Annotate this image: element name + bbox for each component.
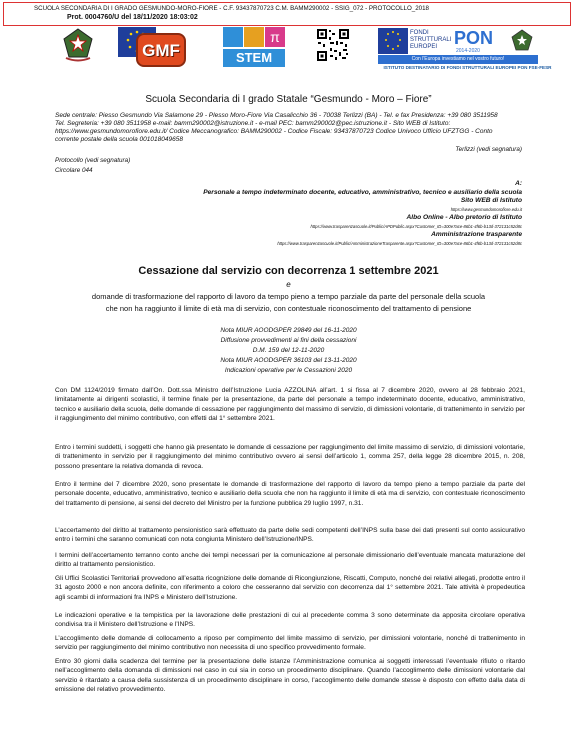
pon-logo — [378, 28, 558, 64]
recipients-label: A: — [515, 180, 522, 187]
title-connector: e — [286, 280, 291, 289]
pi-icon: π — [265, 27, 285, 47]
body-paragraph: Le indicazioni operative e la tempistica per la lavorazione delle prestazioni di cui al precedente comma 3 sono determinate da apposita circolare operativa condivisa tra il Ministero dell’Istruzione e l’INPS. — [55, 612, 525, 629]
protocol-stamp — [3, 2, 571, 26]
pon-label-line: STRUTTURALI — [410, 37, 452, 43]
recipient-website: Sito WEB di Istituto — [460, 197, 522, 204]
ministry-emblem-icon — [510, 28, 534, 52]
body-paragraph: I termini dell’accertamento terranno conto anche dei tempi necessari per la comunicazione al personale dimissionario dell’eventuale mancata maturazione del diritto al trattamento pensionistico. — [55, 552, 525, 569]
logos-row — [0, 25, 577, 73]
stem-logo-text: STEM — [223, 49, 285, 67]
stem-tile-icon — [244, 27, 264, 47]
body-paragraph: Entro i termini suddetti, i soggetti che hanno già presentato le domande di cessazione per raggiungimento del limite massimo di servizio, di dimissioni volontarie, di trattenimento in servizio per il raggiungimento del minimo contributivo ovvero ai sensi dell’articolo 1, comma 257, della legge 28 dicembre 2015, n. 208, possono presentare la relativa domanda di revoca. — [55, 444, 525, 470]
reference-note: Nota MIUR AOODGPER 29849 del 16-11-2020 — [220, 327, 357, 334]
document-subtitle: domande di trasformazione del rapporto di lavoro da tempo pieno a tempo parziale da parte del personale della scuola — [91, 292, 486, 301]
pon-banner: Con l'Europa investiamo nel vostro futuro! — [378, 55, 538, 64]
pon-caption: ISTITUTO DESTINATARIO DI FONDI STRUTTURALI EUROPEI PON FSE-FESR — [383, 65, 552, 70]
body-paragraph: Entro il termine del 7 dicembre 2020, sono presentate le domande di trasformazione del rapporto di lavoro da tempo pieno a tempo parziale da parte del personale docente, educativo, amministrativo, tecnico e ausiliario della scuola che non ha raggiunto il limite di età ma di servizio, con contestuale riconoscimento del trattamento di pensione, ai sensi del decreto del Ministro per la funzione pubblica 29 luglio 1997, n.31. — [55, 481, 525, 507]
school-info-line: https://www.gesmundomorofiore.edu.it/ Codice Meccanografico: BAMM290002 - Codice Fiscale: 93437870723 Codice Univoco Ufficio UFZTGG - Conto — [55, 128, 493, 135]
website-url[interactable]: https://www.gesmundomorofiore.edu.it — [450, 207, 522, 212]
document-subtitle: che non ha raggiunto il limite di età ma di servizio, con contestuale riconoscimento del trattamento di pensione — [105, 304, 472, 313]
body-paragraph: L’accertamento del diritto al trattamento pensionistico sarà effettuato da parte delle sedi competenti dell’INPS sulla base dei dati presenti sul conto assicurativo entro i termini che saranno comunicati con nota congiunta Ministero dell’Istruzione/INPS. — [55, 527, 525, 544]
protocol-ref: Protocollo (vedi segnatura) — [55, 157, 131, 164]
pon-label-line: EUROPEI — [410, 44, 438, 50]
recipient-albo: Albo Online - Albo pretorio di Istituto — [406, 214, 522, 221]
eu-flag-icon — [378, 28, 408, 54]
pon-fund-label — [410, 30, 452, 51]
gmf-logo-text: GMF — [142, 41, 180, 60]
reference-note: D.M. 159 del 12-11-2020 — [252, 347, 325, 354]
protocol-number: Prot. 0004760/U del 18/11/2020 18:03:02 — [67, 14, 198, 21]
reference-note: Diffusione provvedimenti ai fini della cessazioni — [220, 337, 357, 344]
gmf-logo — [136, 33, 186, 67]
pon-logo-text: PON — [454, 28, 494, 48]
reference-note: Nota MIUR AOODGPER 36103 del 13-11-2020 — [220, 357, 357, 364]
document-title: Cessazione dal servizio con decorrenza 1 settembre 2021 — [138, 265, 439, 277]
school-info-line: corrente postale della scuola 001018049658 — [55, 136, 183, 143]
body-paragraph: Entro 30 giorni dalla scadenza del termine per la presentazione delle istanze l’Amministrazione comunica ai soggetti interessati l’eventuale rifiuto o ritardo nell’accoglimento della domanda di dimissioni nel caso in cui sia in corso un procedimento disciplinare. Quando l’accoglimento delle dimissioni volontarie dal servizio è ritardato a causa della sussistenza di un procedimento disciplinare in corso, l’accoglimento delle domande stesse è disposto con effetto dalla data di emissione del relativo provvedimento. — [55, 658, 525, 694]
body-paragraph: Con DM 1124/2019 firmato dall’On. Dott.ssa Ministro dell’Istruzione Lucia AZZOLINA all’art. 1 si fissa al 7 dicembre 2020, ovvero al 28 febbraio 2021, limitatamente ai dirigenti scolastici, il termine finale per la presentazione, da parte del personale a tempo indeterminato docente, educativo, amministrativo, tecnico e ausiliario della scuola, delle domande di cessazione per raggiungimento del massimo di servizio, di dimissioni volontarie, di trattenimento in servizio per il raggiungimento del minimo contributivo, con effetti dal 1° settembre 2021. — [55, 387, 525, 423]
protocol-line: SCUOLA SECONDARIA DI I GRADO GESMUNDO-MORO-FIORE - C.F. 93437870723 C.M. BAMM290002 - SSIG_072 - PROTOCOLLO_2018 — [34, 5, 429, 12]
body-paragraph: L’accoglimento delle domande di collocamento a riposo per compimento del limite massimo di servizio, per dimissioni volontarie, nonché di trattenimento in servizio per raggiungimento del minimo contributivo non necessita di uno specifico provvedimento formale. — [55, 635, 525, 652]
pon-label-line: FONDI — [410, 30, 429, 36]
recipient-trasparenza: Amministrazione trasparente — [431, 231, 522, 238]
pon-years: 2014-2020 — [456, 48, 480, 54]
body-paragraph: Gli Uffici Scolastici Territoriali provvedono all’esatta ricognizione delle domande di Ricongiunzione, Riscatti, Computo, nonché dei relativi allegati, prodotte entro il 31 agosto 2000 e non ancora definite, con riferimento a coloro che cesseranno dal servizio con decorrenza dal 1° settembre 2021. Tale attività è propedeutica agli scambi di informazioni fra INPS e Ministero dell’Istruzione. — [55, 575, 525, 601]
reference-note: Indicazioni operative per le Cessazioni 2020 — [224, 367, 353, 374]
italian-republic-emblem-icon — [62, 27, 94, 63]
school-name: Scuola Secondaria di I grado Statale “Gesmundo - Moro – Fiore” — [145, 94, 432, 105]
recipient-staff: Personale a tempo indeterminato docente, educativo, amministrativo, tecnico e ausiliario della scuola — [203, 189, 522, 196]
albo-url[interactable]: https://www.trasparenzascuole.it/Public/APDPublic.aspx?Customer_ID=300e7ace-86b1-4f6b-b13d-372131c52d8c — [310, 224, 522, 229]
stem-tile-icon — [223, 27, 243, 47]
school-info-line: Sede centrale: Piesso Gesmundo Via Salamone 29 - Plesso Moro-Fiore Via Casalicchio 36 - 70038 Terlizzi (BA) - Tel. e fax Presidenza: +39 080 3511958 — [55, 112, 498, 119]
stem-logo — [223, 27, 285, 67]
place-date: Terlizzi (vedi segnatura) — [455, 146, 522, 153]
school-info-line: Tel. Segreteria: +39 080 3511958 e-mail: bamm290002@istruzione.it - e-mail PEC: bamm290002@pec.istruzione.it - Sito WEB di Istituto: — [55, 120, 451, 127]
circular-number: Circolare 044 — [55, 167, 93, 174]
trasparenza-url[interactable]: https://www.trasparenzascuole.it/Public/AmministrazioneTrasparente.aspx?Customer_ID=300e7ace-86b1-4f6b-b13d-372131c52d8c — [277, 241, 522, 246]
qr-code-icon — [316, 27, 350, 63]
